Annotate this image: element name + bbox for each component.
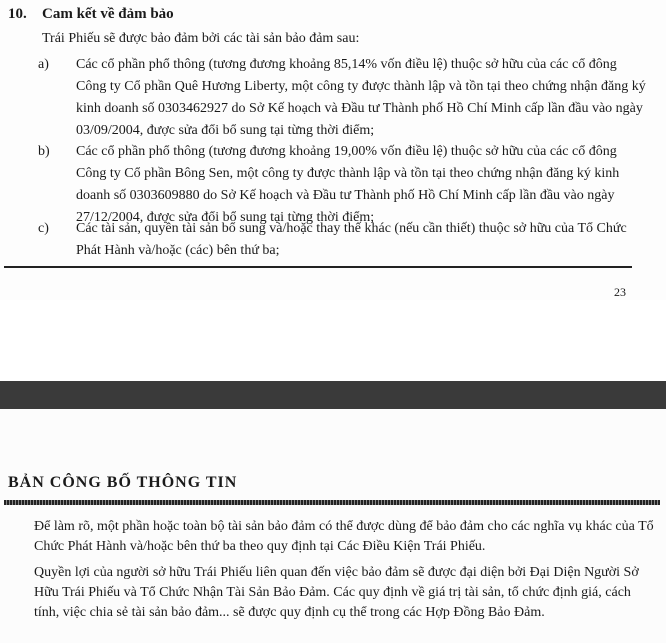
list-item [38,141,648,229]
list-item-text: Các cổ phần phổ thông (tương đương khoảng 19,00% vốn điều lệ) thuộc sở hữu của các cổ đông Công ty Cổ phần Bông Sen, một công ty được thành lập và tồn tại theo chứng nhận đăng ký kinh doanh số 0303609880 do Sở Kế hoạch và Đầu tư Thành phố Hồ Chí Minh cấp lần đầu vào ngày 27/12/2004, được sửa đổi bổ sung tại từng thời điểm; [76,144,620,225]
list-item-text: Các tài sản, quyền tài sản bổ sung và/hoặc thay thế khác (nếu cần thiết) thuộc sở hữu của Tổ Chức Phát Hành và/hoặc (các) bên thứ ba; [76,221,627,258]
paragraph: Để làm rõ, một phần hoặc toàn bộ tài sản bảo đảm có thể được dùng để bảo đảm cho các nghĩa vụ khác của Tổ Chức Phát Hành và/hoặc bên thứ ba theo quy định tại Các Điều Kiện Trái Phiếu. [34,519,654,554]
heading-underline [4,500,660,505]
page-number: 23 [614,285,626,299]
section-heading [8,6,174,23]
list-item [38,218,648,262]
page-separator [0,381,666,409]
horizontal-rule [4,266,632,268]
list-item [38,54,648,142]
section-intro: Trái Phiếu sẽ được bảo đảm bởi các tài sản bảo đảm sau: [42,31,360,46]
paragraph: Quyền lợi của người sở hữu Trái Phiếu liên quan đến việc bảo đảm sẽ được đại diện bởi Đại Diện Người Sở Hữu Trái Phiếu và Tổ Chức Nhận Tài Sản Bảo Đảm. Các quy định về giá trị tài sản, tổ chức định giá, cách tính, việc chia sẻ tài sản bảo đảm... sẽ được quy định cụ thể trong các Hợp Đồng Bảo Đảm. [34,565,639,620]
list-item-label: c) [38,221,49,236]
list-item-text: Các cổ phần phổ thông (tương đương khoảng 85,14% vốn điều lệ) thuộc sở hữu của các cổ đông Công ty Cổ phần Quê Hương Liberty, một công ty được thành lập và tồn tại theo chứng nhận đăng ký kinh doanh số 0303462927 do Sở Kế hoạch và Đầu tư Thành phố Hồ Chí Minh cấp lần đầu vào ngày 03/09/2004, được sửa đổi bổ sung tại từng thời điểm; [76,57,646,138]
list-item-label: a) [38,57,49,72]
section-title: Cam kết về đảm bảo [42,6,174,22]
list-item-label: b) [38,144,50,159]
document-heading: BẢN CÔNG BỐ THÔNG TIN [8,474,238,491]
section-number: 10. [8,6,27,22]
